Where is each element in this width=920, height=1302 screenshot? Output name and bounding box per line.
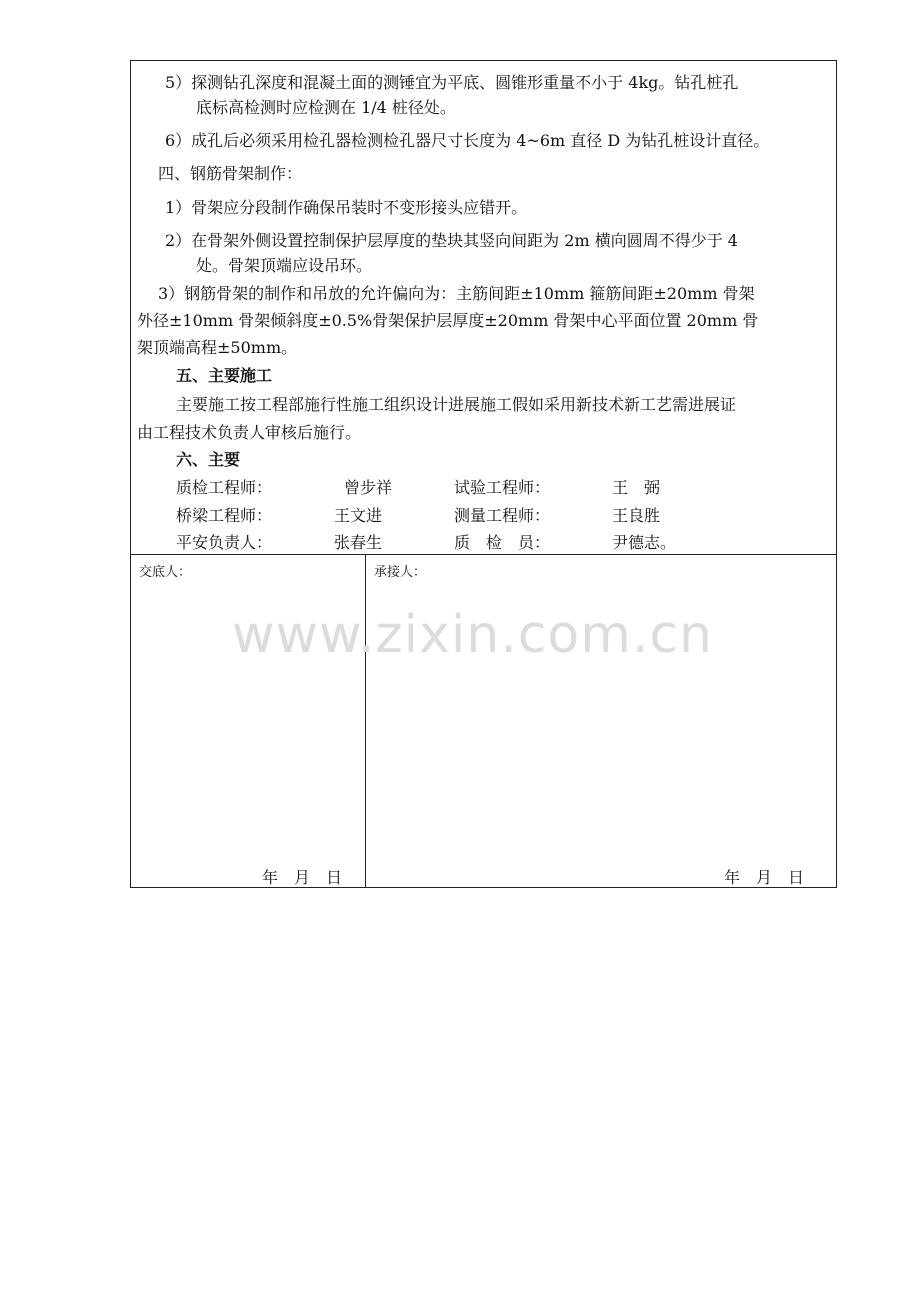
handover-by-label: 交底人：: [139, 565, 192, 580]
table-divider-vertical: [365, 554, 366, 887]
item-5-line2: 底标高检测时应检测在 1/4 桩径处。: [196, 98, 456, 117]
rebar-item-1: 1）骨架应分段制作确保吊装时不变形接头应错开。: [165, 198, 528, 217]
personnel-name-2: 王 弼: [612, 478, 661, 497]
personnel-name: 曾步祥: [344, 478, 393, 497]
document-table: [130, 60, 837, 888]
rebar-item-2-line1: 2）在骨架外侧设置控制保护层厚度的垫块其竖向间距为 2m 横向圆周不得少于 4: [165, 231, 738, 250]
received-by-label: 承接人：: [374, 565, 427, 580]
personnel-role: 平安负责人：: [176, 533, 273, 552]
rebar-item-2-line2: 处。骨架顶端应设吊环。: [196, 256, 373, 275]
section-5-line1: 主要施工按工程部施行性施工组织设计进展施工假如采用新技术新工艺需进展证: [176, 395, 737, 414]
personnel-role: 桥梁工程师：: [176, 506, 273, 525]
personnel-name-2: 王良胜: [612, 506, 661, 525]
received-date: 年 月 日: [724, 868, 805, 887]
personnel-role-2: 质 检 员：: [454, 533, 551, 552]
section-5-line2: 由工程技术负责人审核后施行。: [137, 423, 362, 442]
personnel-role-2: 试验工程师：: [454, 478, 551, 497]
rebar-item-3-line3: 架顶端高程±50mm。: [137, 338, 298, 357]
section-5-heading: 五、主要施工: [176, 366, 273, 385]
personnel-name-2: 尹德志。: [612, 533, 677, 552]
handover-date: 年 月 日: [262, 868, 343, 887]
personnel-name: 王文进: [334, 506, 383, 525]
personnel-name: 张春生: [334, 533, 383, 552]
section-6-heading: 六、主要: [176, 450, 241, 469]
personnel-role-2: 测量工程师：: [454, 506, 551, 525]
watermark: www.zixin.com.cn: [232, 605, 713, 665]
item-6-line1: 6）成孔后必须采用检孔器检测检孔器尺寸长度为 4~6m 直径 D 为钻孔桩设计直径。: [165, 131, 770, 150]
table-divider-horizontal: [131, 554, 836, 555]
rebar-item-3-line1: 3）钢筋骨架的制作和吊放的允许偏向为：主筋间距±10mm 箍筋间距±20mm 骨架: [158, 284, 755, 303]
personnel-role: 质检工程师：: [176, 478, 273, 497]
section-4-heading: 四、钢筋骨架制作：: [158, 164, 303, 183]
item-5-line1: 5）探测钻孔深度和混凝土面的测锤宜为平底、圆锥形重量不小于 4kg。钻孔桩孔: [165, 73, 739, 92]
rebar-item-3-line2: 外径±10mm 骨架倾斜度±0.5%骨架保护层厚度±20mm 骨架中心平面位置 20mm 骨: [137, 311, 759, 330]
